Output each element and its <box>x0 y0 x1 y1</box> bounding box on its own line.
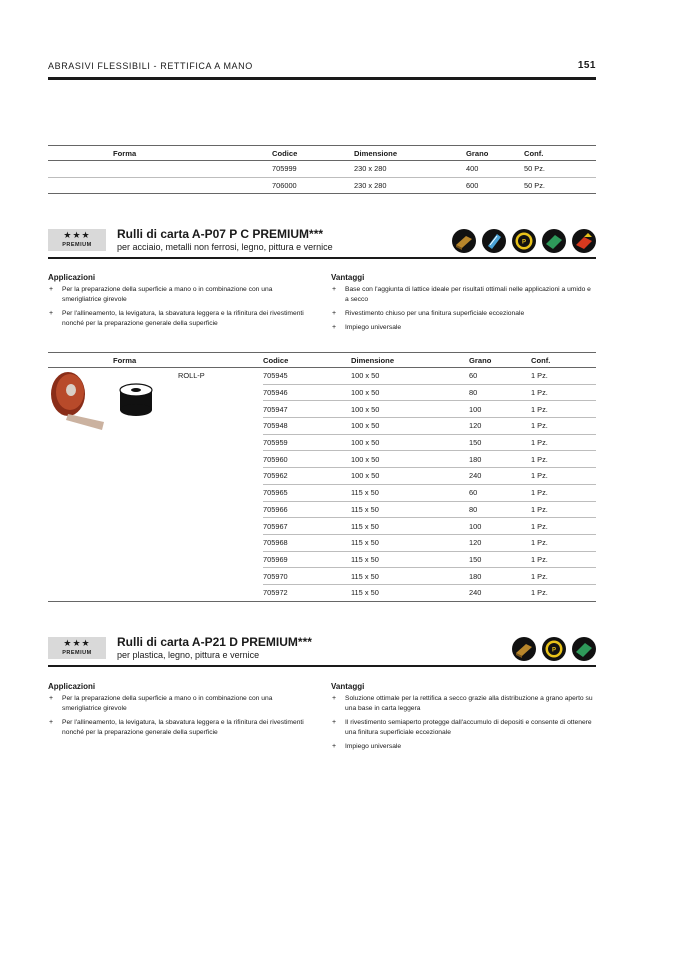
dimensione-cell: 115 x 50 <box>351 568 469 585</box>
svg-text:P: P <box>521 239 527 246</box>
grano-cell: 180 <box>469 451 531 468</box>
conf-cell: 1 Pz. <box>531 484 596 501</box>
codice-cell: 705965 <box>263 484 351 501</box>
table-header-row <box>48 146 596 161</box>
wood-icon <box>452 229 476 253</box>
paint-varnish-icon <box>512 229 536 253</box>
list-item: + Impiego universale <box>331 742 593 752</box>
forma-cell <box>48 177 272 194</box>
table-header-row <box>48 353 596 368</box>
vantaggi-heading: Vantaggi <box>331 273 365 282</box>
list-item: + Impiego universale <box>331 323 593 333</box>
dimensione-cell: 230 x 280 <box>354 177 466 194</box>
grano-cell: 80 <box>469 501 531 518</box>
conf-cell: 50 Pz. <box>524 161 596 178</box>
grano-cell: 150 <box>469 434 531 451</box>
premium-badge <box>48 229 106 251</box>
dimensione-cell: 115 x 50 <box>351 501 469 518</box>
col-codice: Codice <box>263 353 351 368</box>
conf-cell: 1 Pz. <box>531 518 596 535</box>
dimensione-cell: 100 x 50 <box>351 368 469 385</box>
col-dimensione: Dimensione <box>351 353 469 368</box>
col-grano: Grano <box>469 353 531 368</box>
premium-stars: ★★★ <box>63 639 91 649</box>
section-subtitle: per acciaio, metalli non ferrosi, legno, pittura e vernice <box>117 242 333 252</box>
conf-cell: 50 Pz. <box>524 177 596 194</box>
section-header-a-p07 <box>48 227 596 259</box>
grano-cell: 60 <box>469 484 531 501</box>
col-dimensione: Dimensione <box>354 146 466 161</box>
table-row <box>48 161 596 178</box>
forma-cell <box>48 368 263 602</box>
grano-cell: 120 <box>469 534 531 551</box>
codice-cell: 705945 <box>263 368 351 385</box>
dimensione-cell: 115 x 50 <box>351 584 469 601</box>
section-title: Rulli di carta A-P07 P C PREMIUM*** <box>117 227 324 241</box>
dimensione-cell: 100 x 50 <box>351 451 469 468</box>
roll-photo <box>48 368 108 432</box>
applicazioni-heading: Applicazioni <box>48 273 96 282</box>
dimensione-cell: 100 x 50 <box>351 384 469 401</box>
metal-icon <box>482 229 506 253</box>
vantaggi-heading: Vantaggi <box>331 682 365 691</box>
grano-cell: 240 <box>469 468 531 485</box>
list-item: + Per la preparazione della superficie a mano o in combinazione con una smerigliatrice girevole <box>48 694 310 714</box>
codice-cell: 705999 <box>272 161 354 178</box>
section-title: Rulli di carta A-P21 D PREMIUM*** <box>117 635 312 649</box>
col-forma: Forma <box>48 146 272 161</box>
applicazioni-column <box>48 682 310 742</box>
grano-cell: 240 <box>469 584 531 601</box>
forma-label: ROLL-P <box>178 371 205 380</box>
grano-cell: 180 <box>469 568 531 585</box>
codice-cell: 705959 <box>263 434 351 451</box>
list-item: + Il rivestimento semiaperto protegge dall'accumulo di depositi e consente di ottenere una finitura superficiale eccezionale <box>331 718 593 738</box>
codice-cell: 705960 <box>263 451 351 468</box>
list-item: + Per l'allineamento, la levigatura, la sbavatura leggera e la rifinitura dei rivestimenti nonché per la preparazione generale della superficie <box>48 309 310 329</box>
codice-cell: 705946 <box>263 384 351 401</box>
conf-cell: 1 Pz. <box>531 568 596 585</box>
conf-cell: 1 Pz. <box>531 468 596 485</box>
premium-stars: ★★★ <box>63 231 91 241</box>
dimensione-cell: 100 x 50 <box>351 468 469 485</box>
codice-cell: 706000 <box>272 177 354 194</box>
dimensione-cell: 115 x 50 <box>351 534 469 551</box>
vantaggi-column <box>331 682 593 756</box>
page-number: 151 <box>577 60 596 71</box>
dimensione-cell: 100 x 50 <box>351 418 469 435</box>
list-item: + Per la preparazione della superficie a mano o in combinazione con una smerigliatrice girevole <box>48 285 310 305</box>
codice-cell: 705948 <box>263 418 351 435</box>
codice-cell: 705972 <box>263 584 351 601</box>
conf-cell: 1 Pz. <box>531 584 596 601</box>
grano-cell: 120 <box>469 418 531 435</box>
forma-cell <box>48 161 272 178</box>
grano-cell: 100 <box>469 518 531 535</box>
conf-cell: 1 Pz. <box>531 418 596 435</box>
applicazioni-list <box>48 694 310 738</box>
section-header-a-p21 <box>48 635 596 667</box>
conf-cell: 1 Pz. <box>531 401 596 418</box>
table-row <box>48 177 596 194</box>
list-item: + Base con l'aggiunta di lattice ideale per risultati ottimali nelle applicazioni a umido e a secco <box>331 285 593 305</box>
premium-badge <box>48 637 106 659</box>
conf-cell: 1 Pz. <box>531 534 596 551</box>
header-title: ABRASIVI FLESSIBILI - RETTIFICA A MANO <box>48 61 253 71</box>
dimensione-cell: 230 x 280 <box>354 161 466 178</box>
vantaggi-list <box>331 285 593 333</box>
grano-cell: 600 <box>466 177 524 194</box>
grano-cell: 80 <box>469 384 531 401</box>
conf-cell: 1 Pz. <box>531 434 596 451</box>
codice-cell: 705947 <box>263 401 351 418</box>
col-grano: Grano <box>466 146 524 161</box>
dimensione-cell: 115 x 50 <box>351 518 469 535</box>
applicazioni-list <box>48 285 310 329</box>
wood-icon <box>512 637 536 661</box>
paint-varnish-icon <box>542 637 566 661</box>
codice-cell: 705967 <box>263 518 351 535</box>
conf-cell: 1 Pz. <box>531 501 596 518</box>
application-icons <box>452 229 596 253</box>
green-abrasive-icon <box>542 229 566 253</box>
codice-cell: 705966 <box>263 501 351 518</box>
roll-shape-icon <box>114 382 158 418</box>
col-forma: Forma <box>48 353 263 368</box>
section-subtitle: per plastica, legno, pittura e vernice <box>117 650 260 660</box>
dimensione-cell: 100 x 50 <box>351 401 469 418</box>
col-codice: Codice <box>272 146 354 161</box>
dimensione-cell: 115 x 50 <box>351 551 469 568</box>
codice-cell: 705968 <box>263 534 351 551</box>
grano-cell: 400 <box>466 161 524 178</box>
green-abrasive-icon <box>572 637 596 661</box>
page-header <box>48 60 596 80</box>
application-icons <box>512 637 596 661</box>
col-conf: Conf. <box>524 146 596 161</box>
conf-cell: 1 Pz. <box>531 368 596 385</box>
top-product-table <box>48 145 596 194</box>
main-product-table <box>48 352 596 602</box>
list-item: + Soluzione ottimale per la rettifica a secco grazie alla distribuzione a grano aperto su una base in carta leggera <box>331 694 593 714</box>
table-row <box>48 368 596 385</box>
premium-label: PREMIUM <box>62 650 92 656</box>
applicazioni-column <box>48 273 310 333</box>
conf-cell: 1 Pz. <box>531 551 596 568</box>
premium-label: PREMIUM <box>62 242 92 248</box>
list-item: + Per l'allineamento, la levigatura, la sbavatura leggera e la rifinitura dei rivestimenti nonché per la preparazione generale della superficie <box>48 718 310 738</box>
svg-text:P: P <box>551 647 557 654</box>
red-abrasive-icon <box>572 229 596 253</box>
grano-cell: 150 <box>469 551 531 568</box>
applicazioni-heading: Applicazioni <box>48 682 96 691</box>
dimensione-cell: 115 x 50 <box>351 484 469 501</box>
list-item: + Rivestimento chiuso per una finitura superficiale eccezionale <box>331 309 593 319</box>
codice-cell: 705970 <box>263 568 351 585</box>
col-conf: Conf. <box>531 353 596 368</box>
grano-cell: 60 <box>469 368 531 385</box>
vantaggi-column <box>331 273 593 337</box>
vantaggi-list <box>331 694 593 752</box>
dimensione-cell: 100 x 50 <box>351 434 469 451</box>
conf-cell: 1 Pz. <box>531 384 596 401</box>
grano-cell: 100 <box>469 401 531 418</box>
conf-cell: 1 Pz. <box>531 451 596 468</box>
codice-cell: 705969 <box>263 551 351 568</box>
codice-cell: 705962 <box>263 468 351 485</box>
